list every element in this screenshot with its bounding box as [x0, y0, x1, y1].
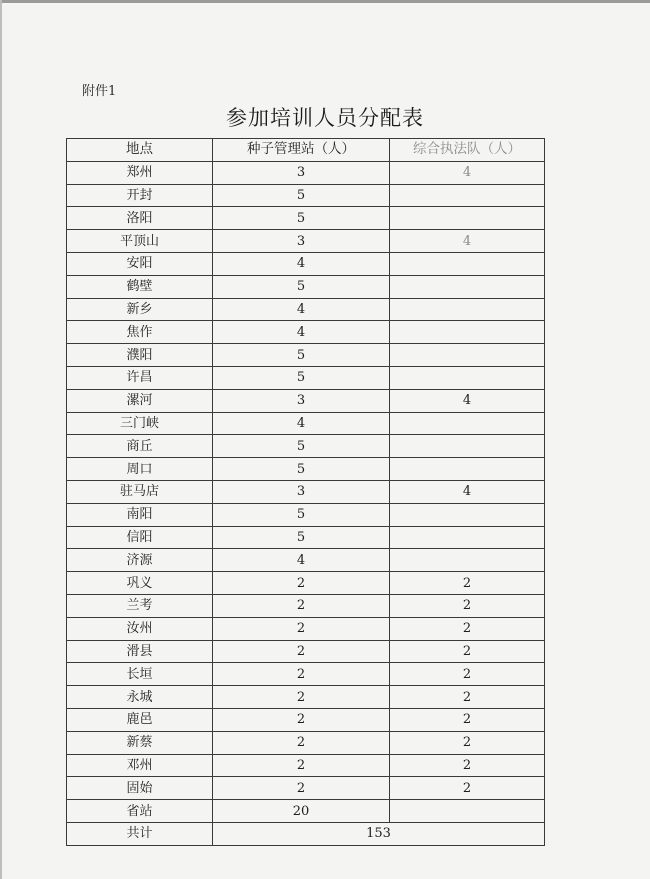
place-cell: 汝州 — [67, 617, 213, 640]
seed-station-cell: 2 — [213, 686, 390, 709]
seed-station-cell: 5 — [213, 344, 390, 367]
table-row — [67, 321, 545, 344]
law-enforcement-cell — [390, 321, 545, 344]
law-enforcement-cell: 2 — [390, 686, 545, 709]
law-enforcement-cell — [390, 526, 545, 549]
place-cell: 漯河 — [67, 389, 213, 412]
table-row — [67, 572, 545, 595]
law-enforcement-cell: 2 — [390, 594, 545, 617]
law-enforcement-cell — [390, 207, 545, 230]
attachment-label: 附件1 — [82, 84, 117, 99]
seed-station-cell: 2 — [213, 777, 390, 800]
seed-station-cell: 2 — [213, 594, 390, 617]
total-label: 共计 — [67, 822, 213, 845]
law-enforcement-cell: 4 — [390, 480, 545, 503]
law-enforcement-cell — [390, 503, 545, 526]
table-row — [67, 526, 545, 549]
seed-station-cell: 5 — [213, 458, 390, 481]
place-cell: 商丘 — [67, 435, 213, 458]
place-cell: 平顶山 — [67, 230, 213, 253]
table-row — [67, 252, 545, 275]
place-cell: 濮阳 — [67, 344, 213, 367]
seed-station-cell: 5 — [213, 526, 390, 549]
table-row — [67, 686, 545, 709]
place-cell: 洛阳 — [67, 207, 213, 230]
seed-station-cell: 5 — [213, 366, 390, 389]
seed-station-cell: 4 — [213, 321, 390, 344]
table-row — [67, 366, 545, 389]
header-law-enforcement: 综合执法队（人） — [390, 139, 545, 162]
place-cell: 固始 — [67, 777, 213, 800]
seed-station-cell: 3 — [213, 389, 390, 412]
header-place: 地点 — [67, 139, 213, 162]
table-row — [67, 184, 545, 207]
table-row — [67, 207, 545, 230]
total-row — [67, 822, 545, 845]
scan-edge-top — [0, 0, 650, 3]
seed-station-cell: 2 — [213, 731, 390, 754]
law-enforcement-cell: 2 — [390, 731, 545, 754]
seed-station-cell: 3 — [213, 480, 390, 503]
seed-station-cell: 2 — [213, 663, 390, 686]
place-cell: 省站 — [67, 800, 213, 823]
table-row — [67, 230, 545, 253]
law-enforcement-cell — [390, 366, 545, 389]
place-cell: 周口 — [67, 458, 213, 481]
seed-station-cell: 5 — [213, 184, 390, 207]
table-row — [67, 161, 545, 184]
table-row — [67, 800, 545, 823]
table-row — [67, 458, 545, 481]
law-enforcement-cell — [390, 252, 545, 275]
seed-station-cell: 4 — [213, 298, 390, 321]
law-enforcement-cell: 2 — [390, 617, 545, 640]
seed-station-cell: 3 — [213, 161, 390, 184]
place-cell: 许昌 — [67, 366, 213, 389]
seed-station-cell: 4 — [213, 412, 390, 435]
law-enforcement-cell: 2 — [390, 663, 545, 686]
place-cell: 三门峡 — [67, 412, 213, 435]
table-row — [67, 298, 545, 321]
page-title: 参加培训人员分配表 — [226, 106, 424, 130]
seed-station-cell: 2 — [213, 617, 390, 640]
table-row — [67, 344, 545, 367]
law-enforcement-cell: 4 — [390, 161, 545, 184]
table-row — [67, 731, 545, 754]
total-value: 153 — [213, 822, 545, 845]
place-cell: 鹤壁 — [67, 275, 213, 298]
allocation-table — [66, 138, 545, 846]
table-row — [67, 663, 545, 686]
seed-station-cell: 2 — [213, 572, 390, 595]
place-cell: 兰考 — [67, 594, 213, 617]
table-row — [67, 754, 545, 777]
law-enforcement-cell — [390, 275, 545, 298]
table-row — [67, 549, 545, 572]
table-row — [67, 275, 545, 298]
seed-station-cell: 3 — [213, 230, 390, 253]
place-cell: 滑县 — [67, 640, 213, 663]
law-enforcement-cell: 2 — [390, 708, 545, 731]
law-enforcement-cell: 2 — [390, 754, 545, 777]
seed-station-cell: 2 — [213, 640, 390, 663]
seed-station-cell: 4 — [213, 252, 390, 275]
law-enforcement-cell: 2 — [390, 640, 545, 663]
law-enforcement-cell: 4 — [390, 230, 545, 253]
law-enforcement-cell — [390, 344, 545, 367]
law-enforcement-cell — [390, 435, 545, 458]
place-cell: 南阳 — [67, 503, 213, 526]
table-row — [67, 412, 545, 435]
law-enforcement-cell — [390, 800, 545, 823]
place-cell: 永城 — [67, 686, 213, 709]
seed-station-cell: 2 — [213, 754, 390, 777]
place-cell: 长垣 — [67, 663, 213, 686]
law-enforcement-cell — [390, 458, 545, 481]
table-row — [67, 503, 545, 526]
law-enforcement-cell: 2 — [390, 572, 545, 595]
table-row — [67, 640, 545, 663]
place-cell: 焦作 — [67, 321, 213, 344]
place-cell: 新蔡 — [67, 731, 213, 754]
law-enforcement-cell — [390, 412, 545, 435]
law-enforcement-cell — [390, 298, 545, 321]
place-cell: 开封 — [67, 184, 213, 207]
table-row — [67, 708, 545, 731]
seed-station-cell: 5 — [213, 275, 390, 298]
table-row — [67, 480, 545, 503]
law-enforcement-cell — [390, 549, 545, 572]
place-cell: 巩义 — [67, 572, 213, 595]
seed-station-cell: 5 — [213, 503, 390, 526]
table-row — [67, 389, 545, 412]
table-row — [67, 617, 545, 640]
seed-station-cell: 4 — [213, 549, 390, 572]
header-row — [67, 139, 545, 162]
table-body — [67, 161, 545, 822]
place-cell: 邓州 — [67, 754, 213, 777]
law-enforcement-cell — [390, 184, 545, 207]
law-enforcement-cell: 2 — [390, 777, 545, 800]
table-row — [67, 594, 545, 617]
place-cell: 安阳 — [67, 252, 213, 275]
header-seed-station: 种子管理站（人） — [213, 139, 390, 162]
place-cell: 郑州 — [67, 161, 213, 184]
place-cell: 济源 — [67, 549, 213, 572]
table-row — [67, 435, 545, 458]
seed-station-cell: 5 — [213, 435, 390, 458]
place-cell: 信阳 — [67, 526, 213, 549]
seed-station-cell: 2 — [213, 708, 390, 731]
place-cell: 驻马店 — [67, 480, 213, 503]
place-cell: 新乡 — [67, 298, 213, 321]
table-row — [67, 777, 545, 800]
place-cell: 鹿邑 — [67, 708, 213, 731]
seed-station-cell: 20 — [213, 800, 390, 823]
seed-station-cell: 5 — [213, 207, 390, 230]
law-enforcement-cell: 4 — [390, 389, 545, 412]
